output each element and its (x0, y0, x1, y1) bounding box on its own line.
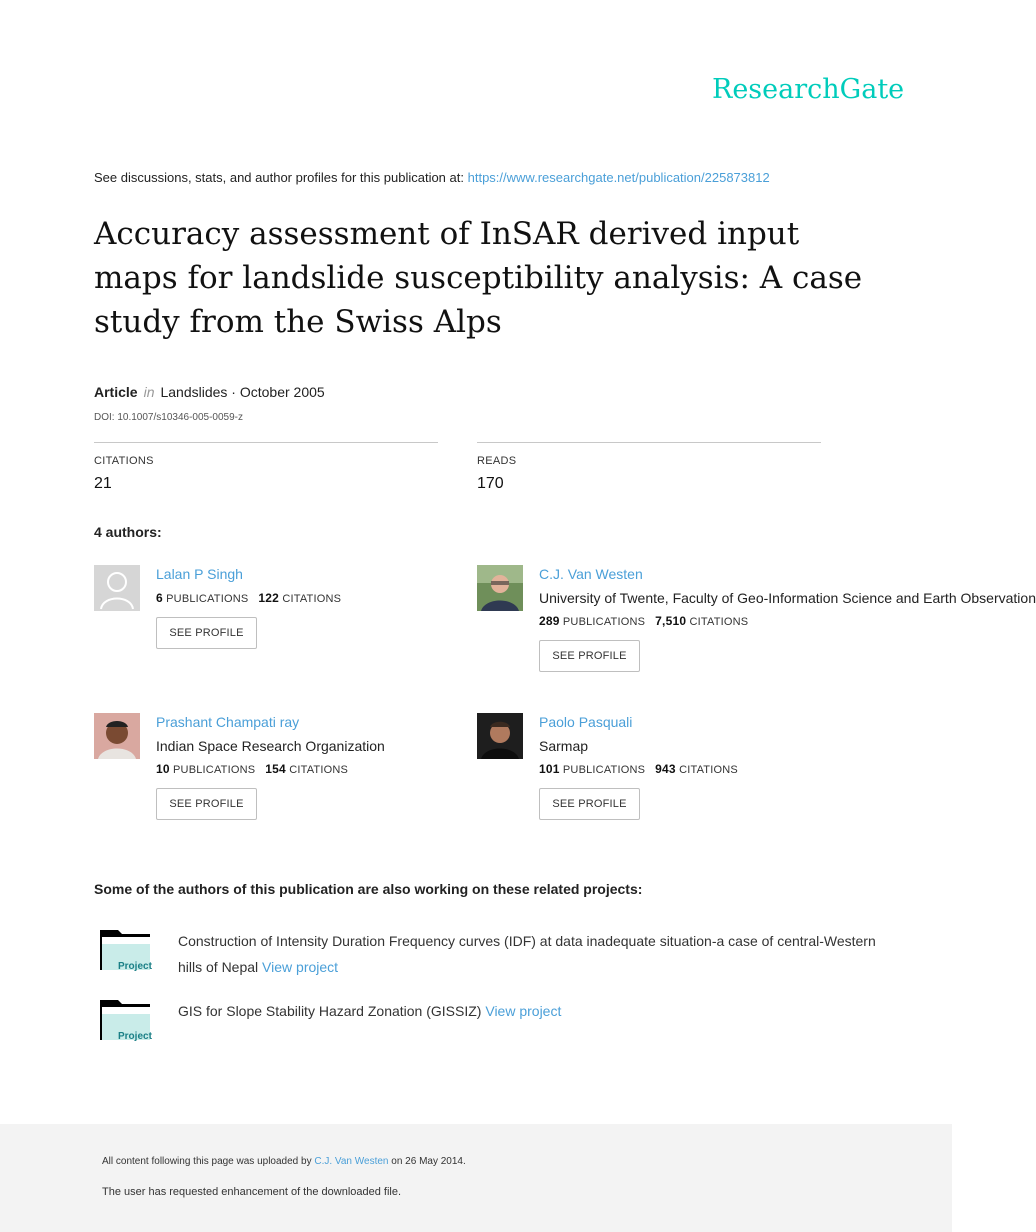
reads-stat (477, 442, 821, 493)
in-word: in (143, 384, 155, 400)
author-institution: Indian Space Research Organization (156, 738, 385, 754)
publications-label: PUBLICATIONS (173, 764, 256, 776)
author-stats (156, 762, 456, 776)
journal-date: Landslides · October 2005 (160, 384, 325, 400)
project-title: GIS for Slope Stability Hazard Zonation (GISSIZ) (178, 1003, 482, 1019)
project-title: Construction of Intensity Duration Frequency curves (IDF) at data inadequate situation-a case of central-Western hills of Nepal (178, 933, 876, 975)
see-profile-button[interactable]: SEE PROFILE (539, 788, 640, 820)
publications-label: PUBLICATIONS (562, 616, 646, 628)
citations-value: 21 (94, 475, 112, 492)
author-name[interactable]: Prashant Champati ray (156, 714, 300, 730)
citations-count: 943 (655, 762, 676, 776)
avatar[interactable] (94, 713, 140, 759)
project-icon-label: Project (118, 961, 152, 972)
citations-count: 154 (265, 762, 286, 776)
publications-count: 289 (539, 614, 560, 628)
author-stats (539, 762, 839, 776)
author-stats (156, 591, 456, 605)
doi-text: DOI: 10.1007/s10346-005-0059-z (94, 412, 243, 423)
citations-label: CITATIONS (282, 593, 342, 605)
citations-count: 122 (258, 591, 280, 605)
reads-value: 170 (477, 475, 504, 492)
author-info (539, 565, 1036, 672)
citations-label: CITATIONS (94, 455, 154, 467)
author-info (156, 713, 456, 820)
project-description (178, 998, 878, 1024)
enhancement-note: The user has requested enhancement of the downloaded file. (102, 1186, 402, 1198)
citations-stat (94, 442, 438, 493)
publication-url-link[interactable]: https://www.researchgate.net/publication/225873812 (467, 170, 770, 185)
upload-prefix: All content following this page was uploaded by (102, 1156, 312, 1167)
see-profile-button[interactable]: SEE PROFILE (539, 640, 640, 672)
author-name[interactable]: Lalan P Singh (156, 566, 243, 582)
publication-link-line (94, 170, 770, 185)
footer (0, 1124, 952, 1232)
publication-title: Accuracy assessment of InSAR derived input maps for landslide susceptibility analysis: A case study from the Swiss Alps (94, 216, 863, 340)
author-stats (539, 614, 839, 628)
publications-count: 101 (539, 762, 560, 776)
author-institution: Sarmap (539, 738, 589, 754)
view-project-link[interactable]: View project (262, 959, 339, 975)
author-info (156, 565, 456, 649)
see-profile-button[interactable]: SEE PROFILE (156, 788, 257, 820)
publication-meta (94, 384, 325, 400)
related-projects-heading: Some of the authors of this publication are also working on these related projects: (94, 881, 643, 897)
citations-label: CITATIONS (689, 616, 749, 628)
upload-note (102, 1156, 466, 1167)
author-photo-icon (477, 713, 523, 759)
see-discussions-text: See discussions, stats, and author profiles for this publication at: (94, 170, 464, 185)
view-project-link[interactable]: View project (485, 1003, 562, 1019)
reads-label: READS (477, 455, 517, 467)
author-name[interactable]: Paolo Pasquali (539, 714, 633, 730)
researchgate-logo[interactable]: ResearchGate (712, 74, 905, 105)
publications-label: PUBLICATIONS (166, 593, 249, 605)
avatar[interactable] (477, 713, 523, 759)
citations-label: CITATIONS (289, 764, 349, 776)
publications-count: 6 (156, 591, 163, 605)
author-photo-icon (477, 565, 523, 611)
uploader-link[interactable]: C.J. Van Westen (314, 1156, 389, 1167)
author-photo-icon (94, 713, 140, 759)
publications-count: 10 (156, 762, 170, 776)
author-name[interactable]: C.J. Van Westen (539, 566, 643, 582)
citations-count: 7,510 (655, 614, 687, 628)
author-info (539, 713, 839, 820)
author-institution: University of Twente, Faculty of Geo-Information Science and Earth Observation (539, 590, 1036, 606)
upload-suffix: on 26 May 2014. (391, 1156, 466, 1167)
publications-label: PUBLICATIONS (562, 764, 646, 776)
default-user-icon (94, 565, 140, 611)
project-description (178, 928, 878, 980)
project-icon-label: Project (118, 1031, 152, 1042)
avatar[interactable] (477, 565, 523, 611)
project-folder-icon (100, 928, 152, 972)
project-folder-icon (100, 998, 152, 1042)
authors-heading: 4 authors: (94, 524, 162, 540)
avatar[interactable] (94, 565, 140, 611)
publication-type: Article (94, 384, 138, 400)
citations-label: CITATIONS (679, 764, 738, 776)
see-profile-button[interactable]: SEE PROFILE (156, 617, 257, 649)
